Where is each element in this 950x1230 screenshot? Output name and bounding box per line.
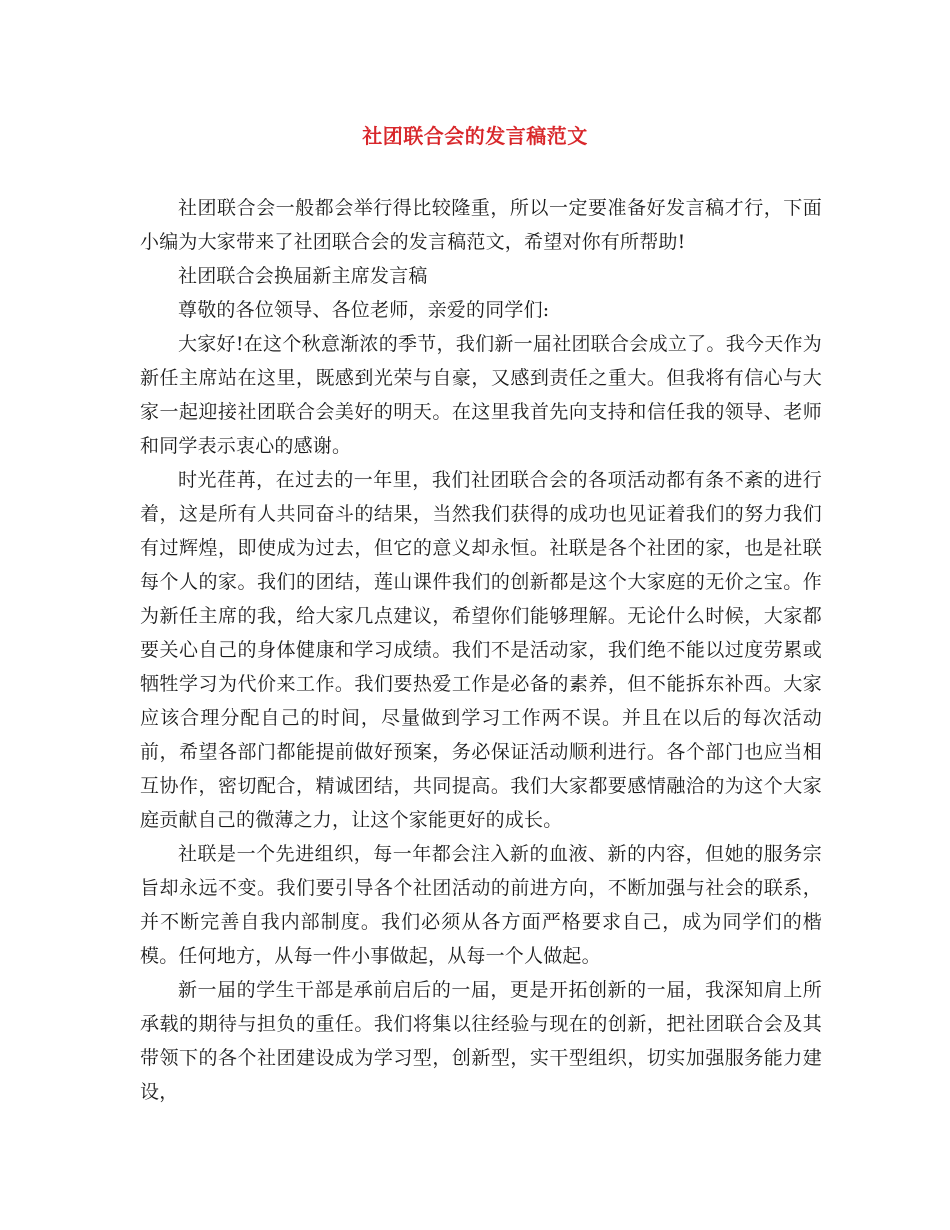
document-body [140, 191, 822, 1109]
document-title: 社团联合会的发言稿范文 [362, 124, 588, 148]
paragraph-outlook: 新一届的学生干部是承前启后的一届，更是开拓创新的一届，我深知肩上所承载的期待与担负的重任。我们将集以往经验与现在的创新，把社团联合会及其带领下的各个社团建设成为学习型，创新型，实干型组织，切实加强服务能力建设， [140, 979, 822, 1103]
paragraph-subtitle: 社团联合会换届新主席发言稿 [178, 265, 428, 287]
paragraph-intro: 社团联合会一般都会举行得比较隆重，所以一定要准备好发言稿才行，下面小编为大家带来了社团联合会的发言稿范文，希望对你有所帮助! [140, 197, 822, 253]
paragraph-review: 时光荏苒，在过去的一年里，我们社团联合会的各项活动都有条不紊的进行着，这是所有人共同奋斗的结果，当然我们获得的成功也见证着我们的努力我们有过辉煌，即使成为过去，但它的意义却永恒。社联是各个社团的家，也是社联每个人的家。我们的团结，莲山课件我们的创新都是这个大家庭的无价之宝。作为新任主席的我，给大家几点建议，希望你们能够理解。无论什么时候，大家都要关心自己的身体健康和学习成绩。我们不是活动家，我们绝不能以过度劳累或牺牲学习为代价来工作。我们要热爱工作是必备的素养，但不能拆东补西。大家应该合理分配自己的时间，尽量做到学习工作两不误。并且在以后的每次活动前，希望各部门都能提前做好预案，务必保证活动顺利进行。各个部门也应当相互协作，密切配合，精诚团结，共同提高。我们大家都要感情融洽的为这个大家庭贡献自己的微薄之力，让这个家能更好的成长。 [140, 469, 822, 831]
paragraph-greeting: 大家好!在这个秋意渐浓的季节，我们新一届社团联合会成立了。我今天作为新任主席站在这里，既感到光荣与自豪，又感到责任之重大。但我将有信心与大家一起迎接社团联合会美好的明天。在这里我首先向支持和信任我的领导、老师和同学表示衷心的感谢。 [140, 333, 822, 457]
paragraph-mission: 社联是一个先进组织，每一年都会注入新的血液、新的内容，但她的服务宗旨却永远不变。我们要引导各个社团活动的前进方向，不断加强与社会的联系，并不断完善自我内部制度。我们必须从各方面严格要求自己，成为同学们的楷模。任何地方，从每一件小事做起，从每一个人做起。 [140, 843, 822, 967]
paragraph-salutation: 尊敬的各位领导、各位老师，亲爱的同学们: [178, 299, 550, 321]
